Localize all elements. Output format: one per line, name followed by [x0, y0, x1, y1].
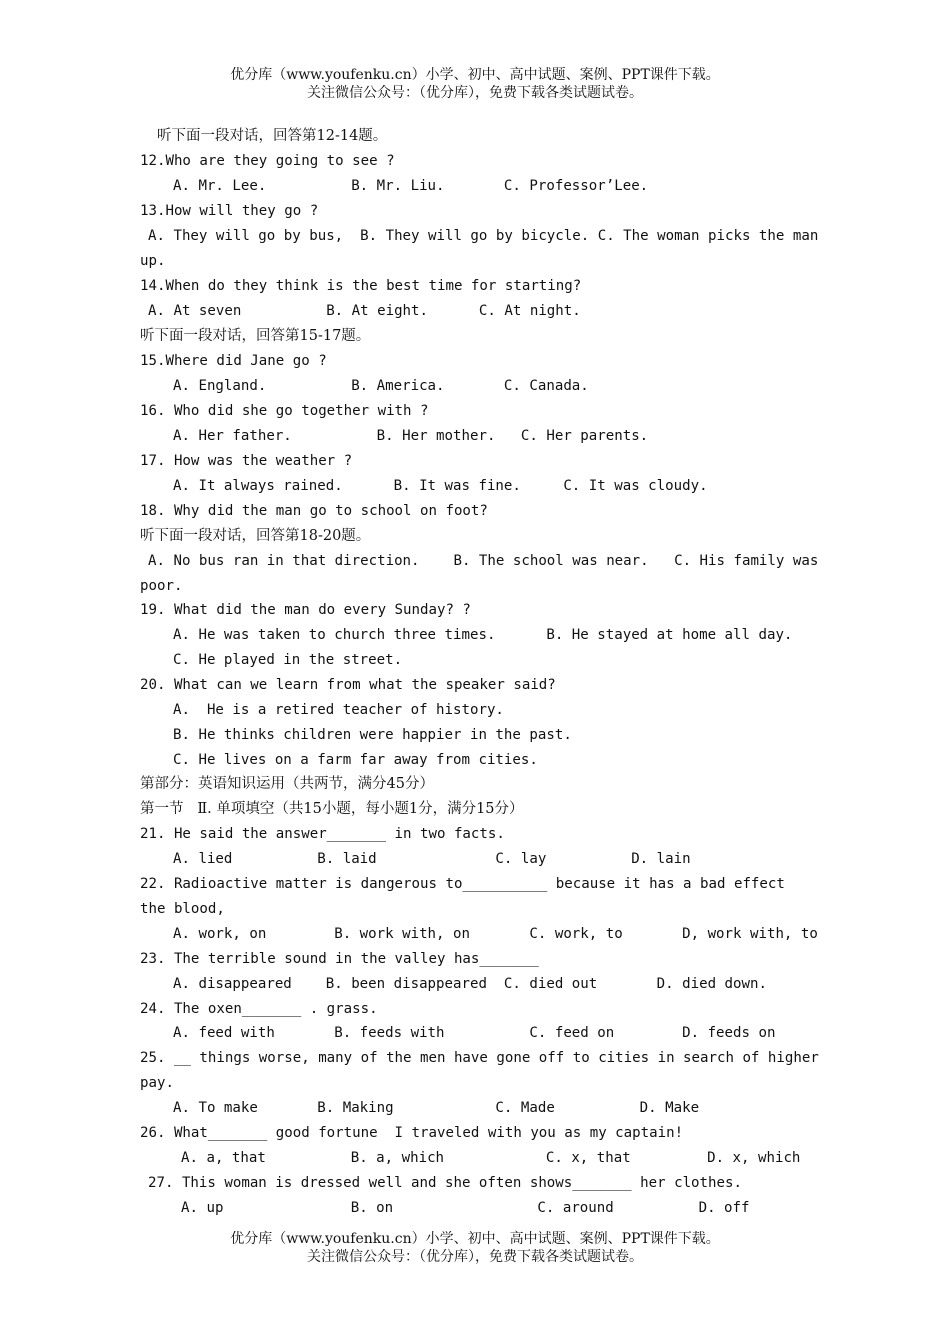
- part-heading: 第部分：英语知识运用（共两节，满分45分）: [140, 776, 434, 792]
- options-23: A. disappeared B. been disappeared C. died out D. died down.: [173, 976, 767, 992]
- question-25-cont: pay.: [140, 1075, 174, 1091]
- footer-line-2: 关注微信公众号：（优分库），免费下载各类试题试卷。: [307, 1249, 643, 1265]
- question-14: 14.When do they think is the best time for starting?: [140, 278, 582, 294]
- question-18: 18. Why did the man go to school on foot?: [140, 503, 488, 519]
- options-13: A. They will go by bus, B. They will go by bicycle. C. The woman picks the man: [148, 228, 819, 244]
- question-12: 12.Who are they going to see ?: [140, 153, 395, 169]
- question-20: 20. What can we learn from what the speaker said?: [140, 677, 556, 693]
- options-12: A. Mr. Lee. B. Mr. Liu. C. Professor’Lee.: [173, 178, 649, 194]
- question-25: 25. __ things worse, many of the men have gone off to cities in search of higher: [140, 1050, 819, 1066]
- options-17: A. It always rained. B. It was fine. C. It was cloudy.: [173, 478, 708, 494]
- options-20-a: A. He is a retired teacher of history.: [173, 702, 504, 718]
- page-header: [0, 66, 950, 102]
- options-27: A. up B. on C. around D. off: [181, 1200, 750, 1216]
- section-heading-single-choice: 第一节 Ⅱ. 单项填空（共15小题，每小题1分，满分15分）: [140, 801, 524, 817]
- options-26: A. a, that B. a, which C. x, that D. x, which: [181, 1150, 801, 1166]
- question-26: 26. What_______ good fortune I traveled with you as my captain!: [140, 1125, 684, 1141]
- question-21: 21. He said the answer_______ in two facts.: [140, 826, 505, 842]
- question-22-cont: the blood,: [140, 901, 225, 917]
- question-13: 13.How will they go ?: [140, 203, 319, 219]
- section-instruction-15-17: 听下面一段对话，回答第15-17题。: [140, 328, 371, 344]
- options-24: A. feed with B. feeds with C. feed on D. feeds on: [173, 1025, 776, 1041]
- section-instruction-18-20: 听下面一段对话，回答第18-20题。: [140, 528, 371, 544]
- options-18-cont: poor.: [140, 578, 183, 594]
- options-21: A. lied B. laid C. lay D. lain: [173, 851, 691, 867]
- header-line-2: 关注微信公众号：（优分库），免费下载各类试题试卷。: [307, 85, 643, 101]
- question-24: 24. The oxen_______ . grass.: [140, 1001, 378, 1017]
- options-20-c: C. He lives on a farm far away from cities.: [173, 752, 538, 768]
- question-15: 15.Where did Jane go ?: [140, 353, 327, 369]
- options-14: A. At seven B. At eight. C. At night.: [148, 303, 581, 319]
- options-22: A. work, on B. work with, on C. work, to D, work with, to: [173, 926, 818, 942]
- options-19-ab: A. He was taken to church three times. B. He stayed at home all day.: [173, 627, 793, 643]
- question-22: 22. Radioactive matter is dangerous to__________ because it has a bad effect: [140, 876, 785, 892]
- question-16: 16. Who did she go together with ?: [140, 403, 429, 419]
- section-instruction-12-14: 听下面一段对话，回答第12-14题。: [157, 128, 388, 144]
- question-19: 19. What did the man do every Sunday? ?: [140, 602, 471, 618]
- footer-line-1: 优分库（www.youfenku.cn）小学、初中、高中试题、案例、PPT课件下载。: [230, 1231, 720, 1247]
- question-17: 17. How was the weather ?: [140, 453, 353, 469]
- question-23: 23. The terrible sound in the valley has_______: [140, 951, 539, 967]
- options-19-c: C. He played in the street.: [173, 652, 403, 668]
- question-27: 27. This woman is dressed well and she often shows_______ her clothes.: [148, 1175, 742, 1191]
- header-line-1: 优分库（www.youfenku.cn）小学、初中、高中试题、案例、PPT课件下载。: [230, 67, 720, 83]
- options-25: A. To make B. Making C. Made D. Make: [173, 1100, 700, 1116]
- page-footer: [0, 1230, 950, 1266]
- options-18: A. No bus ran in that direction. B. The school was near. C. His family was: [148, 553, 819, 569]
- options-20-b: B. He thinks children were happier in the past.: [173, 727, 572, 743]
- options-16: A. Her father. B. Her mother. C. Her parents.: [173, 428, 649, 444]
- options-15: A. England. B. America. C. Canada.: [173, 378, 589, 394]
- options-13-cont: up.: [140, 253, 166, 269]
